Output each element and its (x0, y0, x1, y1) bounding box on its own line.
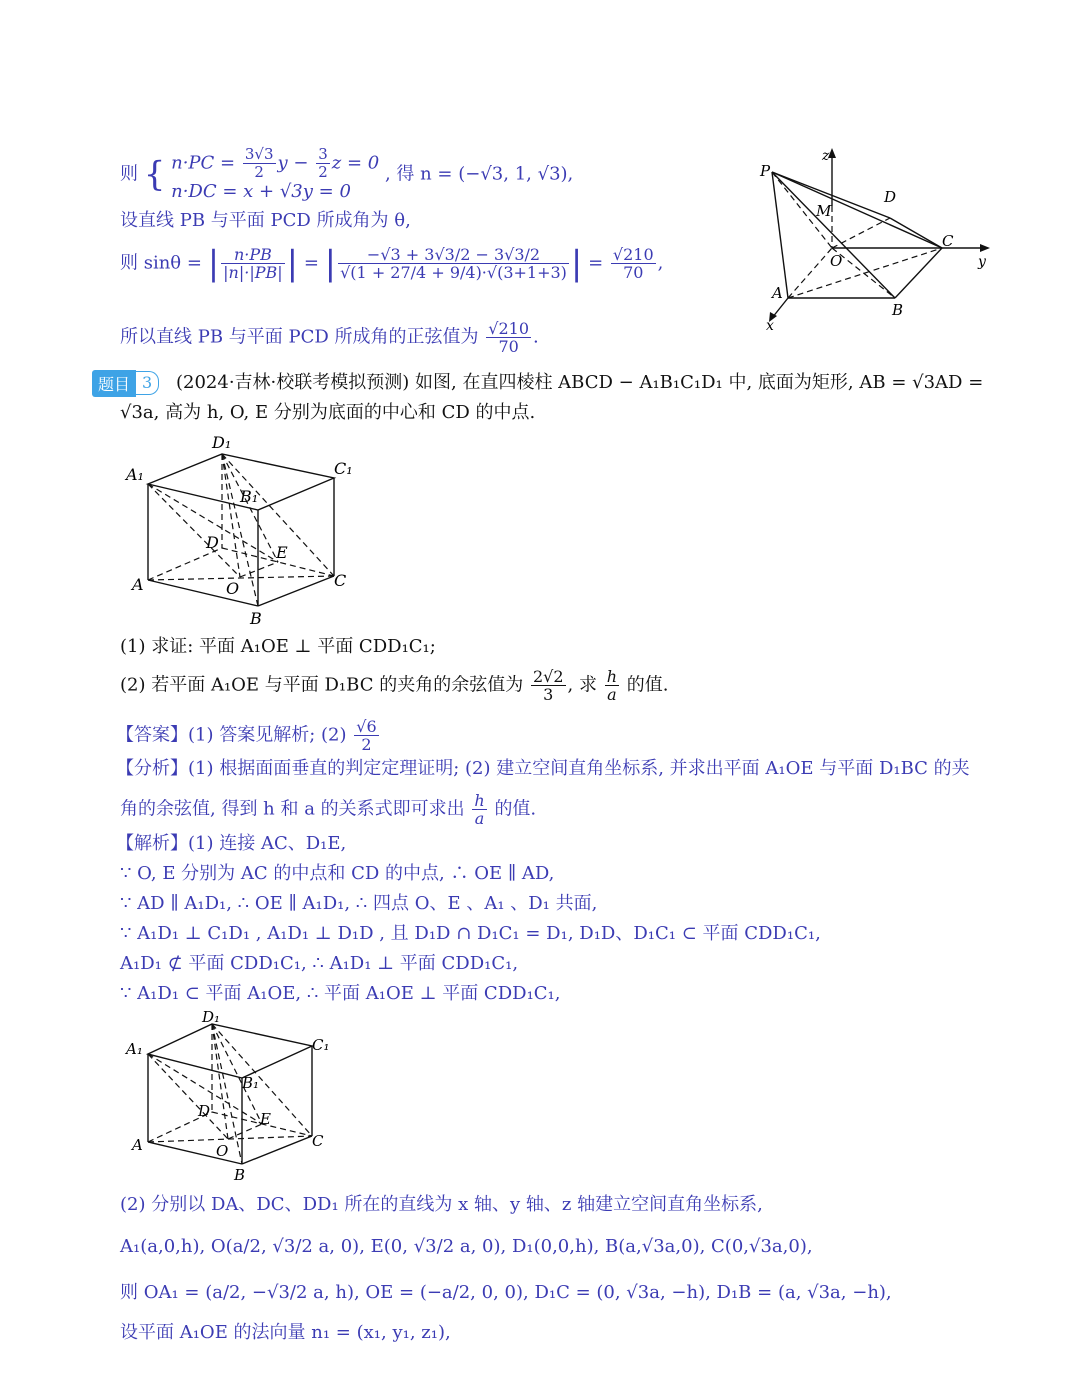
p2-label-C: C (312, 1132, 324, 1150)
p2-label-E: E (260, 1110, 271, 1128)
solution-part2-line-3: 则 OA₁ = (a/2, −√3/2 a, h), OE = (−a/2, 0, 0), D₁C = (0, √3a, −h), D₁B = (a, √3a, −h), (120, 1282, 892, 1303)
p2-label-D1: D₁ (202, 1008, 221, 1026)
system-equations (120, 146, 573, 203)
analysis-tag: 【分析】 (116, 758, 188, 779)
then-word: 则 (120, 163, 138, 185)
brace: { (143, 154, 166, 195)
p2-label-A: A (132, 1136, 143, 1154)
badge-number: 3 (136, 371, 159, 395)
problem-badge (92, 370, 159, 396)
p1-label-C: C (334, 571, 347, 590)
p1-label-B: B (250, 609, 262, 628)
solution-part2-line-2: A₁(a,0,h), O(a/2, √3/2 a, 0), E(0, √3/2 a, 0), D₁(0,0,h), B(a,√3a,0), C(0,√3a,0), (120, 1236, 813, 1257)
question-2: (2) 若平面 A₁OE 与平面 D₁BC 的夹角的余弦值为 $\frac{2√2}{3}$ , 求 $\frac{h}{a}$ 的值. (120, 667, 669, 704)
solution-line-4: ∵ A₁D₁ ⊥ C₁D₁ , A₁D₁ ⊥ D₁D , 且 D₁D ∩ D₁C₁ = D₁, D₁D、D₁C₁ ⊂ 平面 CDD₁C₁, (120, 923, 821, 944)
answer-line: 【答案】(1) 答案见解析; (2) $\frac{√6}{2}$ (116, 717, 377, 754)
label-P: P (760, 162, 771, 180)
label-C: C (942, 232, 954, 250)
p1-label-D1: D₁ (212, 433, 232, 452)
equation-1: n·PC = $\frac{3√3}{2}$ y − $\frac{3}{2}$ z = 0 (171, 145, 380, 181)
p2-label-O: O (216, 1142, 229, 1160)
p1-label-D: D (206, 533, 219, 552)
p1-label-C1: C₁ (334, 459, 353, 478)
solution-line-6: ∵ A₁D₁ ⊂ 平面 A₁OE, ∴ 平面 A₁OE ⊥ 平面 CDD₁C₁, (120, 983, 561, 1004)
p1-label-O: O (226, 579, 240, 598)
p1-label-B1: B₁ (240, 487, 259, 506)
badge-label: 题目 (92, 370, 136, 397)
p2-label-D: D (198, 1102, 211, 1120)
question-1: (1) 求证: 平面 A₁OE ⊥ 平面 CDD₁C₁; (120, 636, 436, 657)
prism-figure-1 (120, 432, 370, 632)
prism-figure-2 (120, 1008, 350, 1188)
problem-line-2: √3a, 高为 h, O, E 分别为底面的中心和 CD 的中点. (120, 402, 536, 423)
analysis-line-1: 【分析】(1) 根据面面垂直的判定定理证明; (2) 建立空间直角坐标系, 并求出平面 A₁OE 与平面 D₁BC 的夹 (116, 758, 970, 779)
solution-part2-line-4: 设平面 A₁OE 的法向量 n₁ = (x₁, y₁, z₁), (120, 1322, 451, 1343)
label-D: D (884, 188, 897, 206)
label-A: A (772, 284, 783, 302)
label-M: M (816, 202, 832, 220)
sine-formula: 则 sinθ = | $\frac{n\cdot PB}{|n|\cdot|PB|}$ | = | $\frac{-√3 + 3√3/2 - 3√3/2}{√(1 + 27/4 + 9/4)\cdot√(3+1+3)}$ | = $\frac{√210}{70}$ , (120, 243, 664, 284)
p1-label-A: A (132, 575, 144, 594)
solution-tag: 【解析】 (116, 833, 188, 854)
answer-tag: 【答案】 (116, 724, 188, 746)
label-y: y (978, 254, 986, 270)
p2-label-C1: C₁ (312, 1036, 330, 1054)
analysis-line-2: 角的余弦值, 得到 h 和 a 的关系式即可求出 $\frac{h}{a}$ 的值. (120, 791, 537, 828)
p2-label-B1: B₁ (242, 1074, 260, 1092)
p1-label-A1: A₁ (126, 465, 144, 484)
label-O: O (830, 252, 843, 270)
label-z: z (822, 148, 830, 164)
p2-label-B: B (234, 1166, 246, 1184)
label-B: B (892, 301, 904, 319)
solution-part2-line-1: (2) 分别以 DA、DC、DD₁ 所在的直线为 x 轴、y 轴、z 轴建立空间直角坐标系, (120, 1194, 763, 1215)
pyramid-figure (750, 140, 1000, 340)
p2-label-A1: A₁ (126, 1040, 143, 1058)
solution-line-1: 【解析】(1) 连接 AC、D₁E, (116, 833, 347, 854)
sine-conclusion: 所以直线 PB 与平面 PCD 所成角的正弦值为 $\frac{√210}{70}$ . (120, 319, 539, 356)
p1-label-E: E (276, 543, 288, 562)
solution-line-5: A₁D₁ ⊄ 平面 CDD₁C₁, ∴ A₁D₁ ⊥ 平面 CDD₁C₁, (120, 953, 519, 974)
solution-line-3: ∵ AD ∥ A₁D₁, ∴ OE ∥ A₁D₁, ∴ 四点 O、E 、A₁ 、D₁ 共面, (120, 893, 598, 914)
label-x: x (766, 318, 774, 334)
angle-definition: 设直线 PB 与平面 PCD 所成角为 θ, (120, 210, 411, 231)
equation-2: n·DC = x + √3y = 0 (171, 181, 351, 202)
normal-vector-result: , 得 n = (−√3, 1, √3), (384, 163, 574, 185)
problem-line-1: (2024·吉林·校联考模拟预测) 如图, 在直四棱柱 ABCD − A₁B₁C₁D₁ 中, 底面为矩形, AB = √3AD = (176, 372, 984, 393)
solution-line-2: ∵ O, E 分别为 AC 的中点和 CD 的中点, ∴ OE ∥ AD, (120, 863, 555, 884)
